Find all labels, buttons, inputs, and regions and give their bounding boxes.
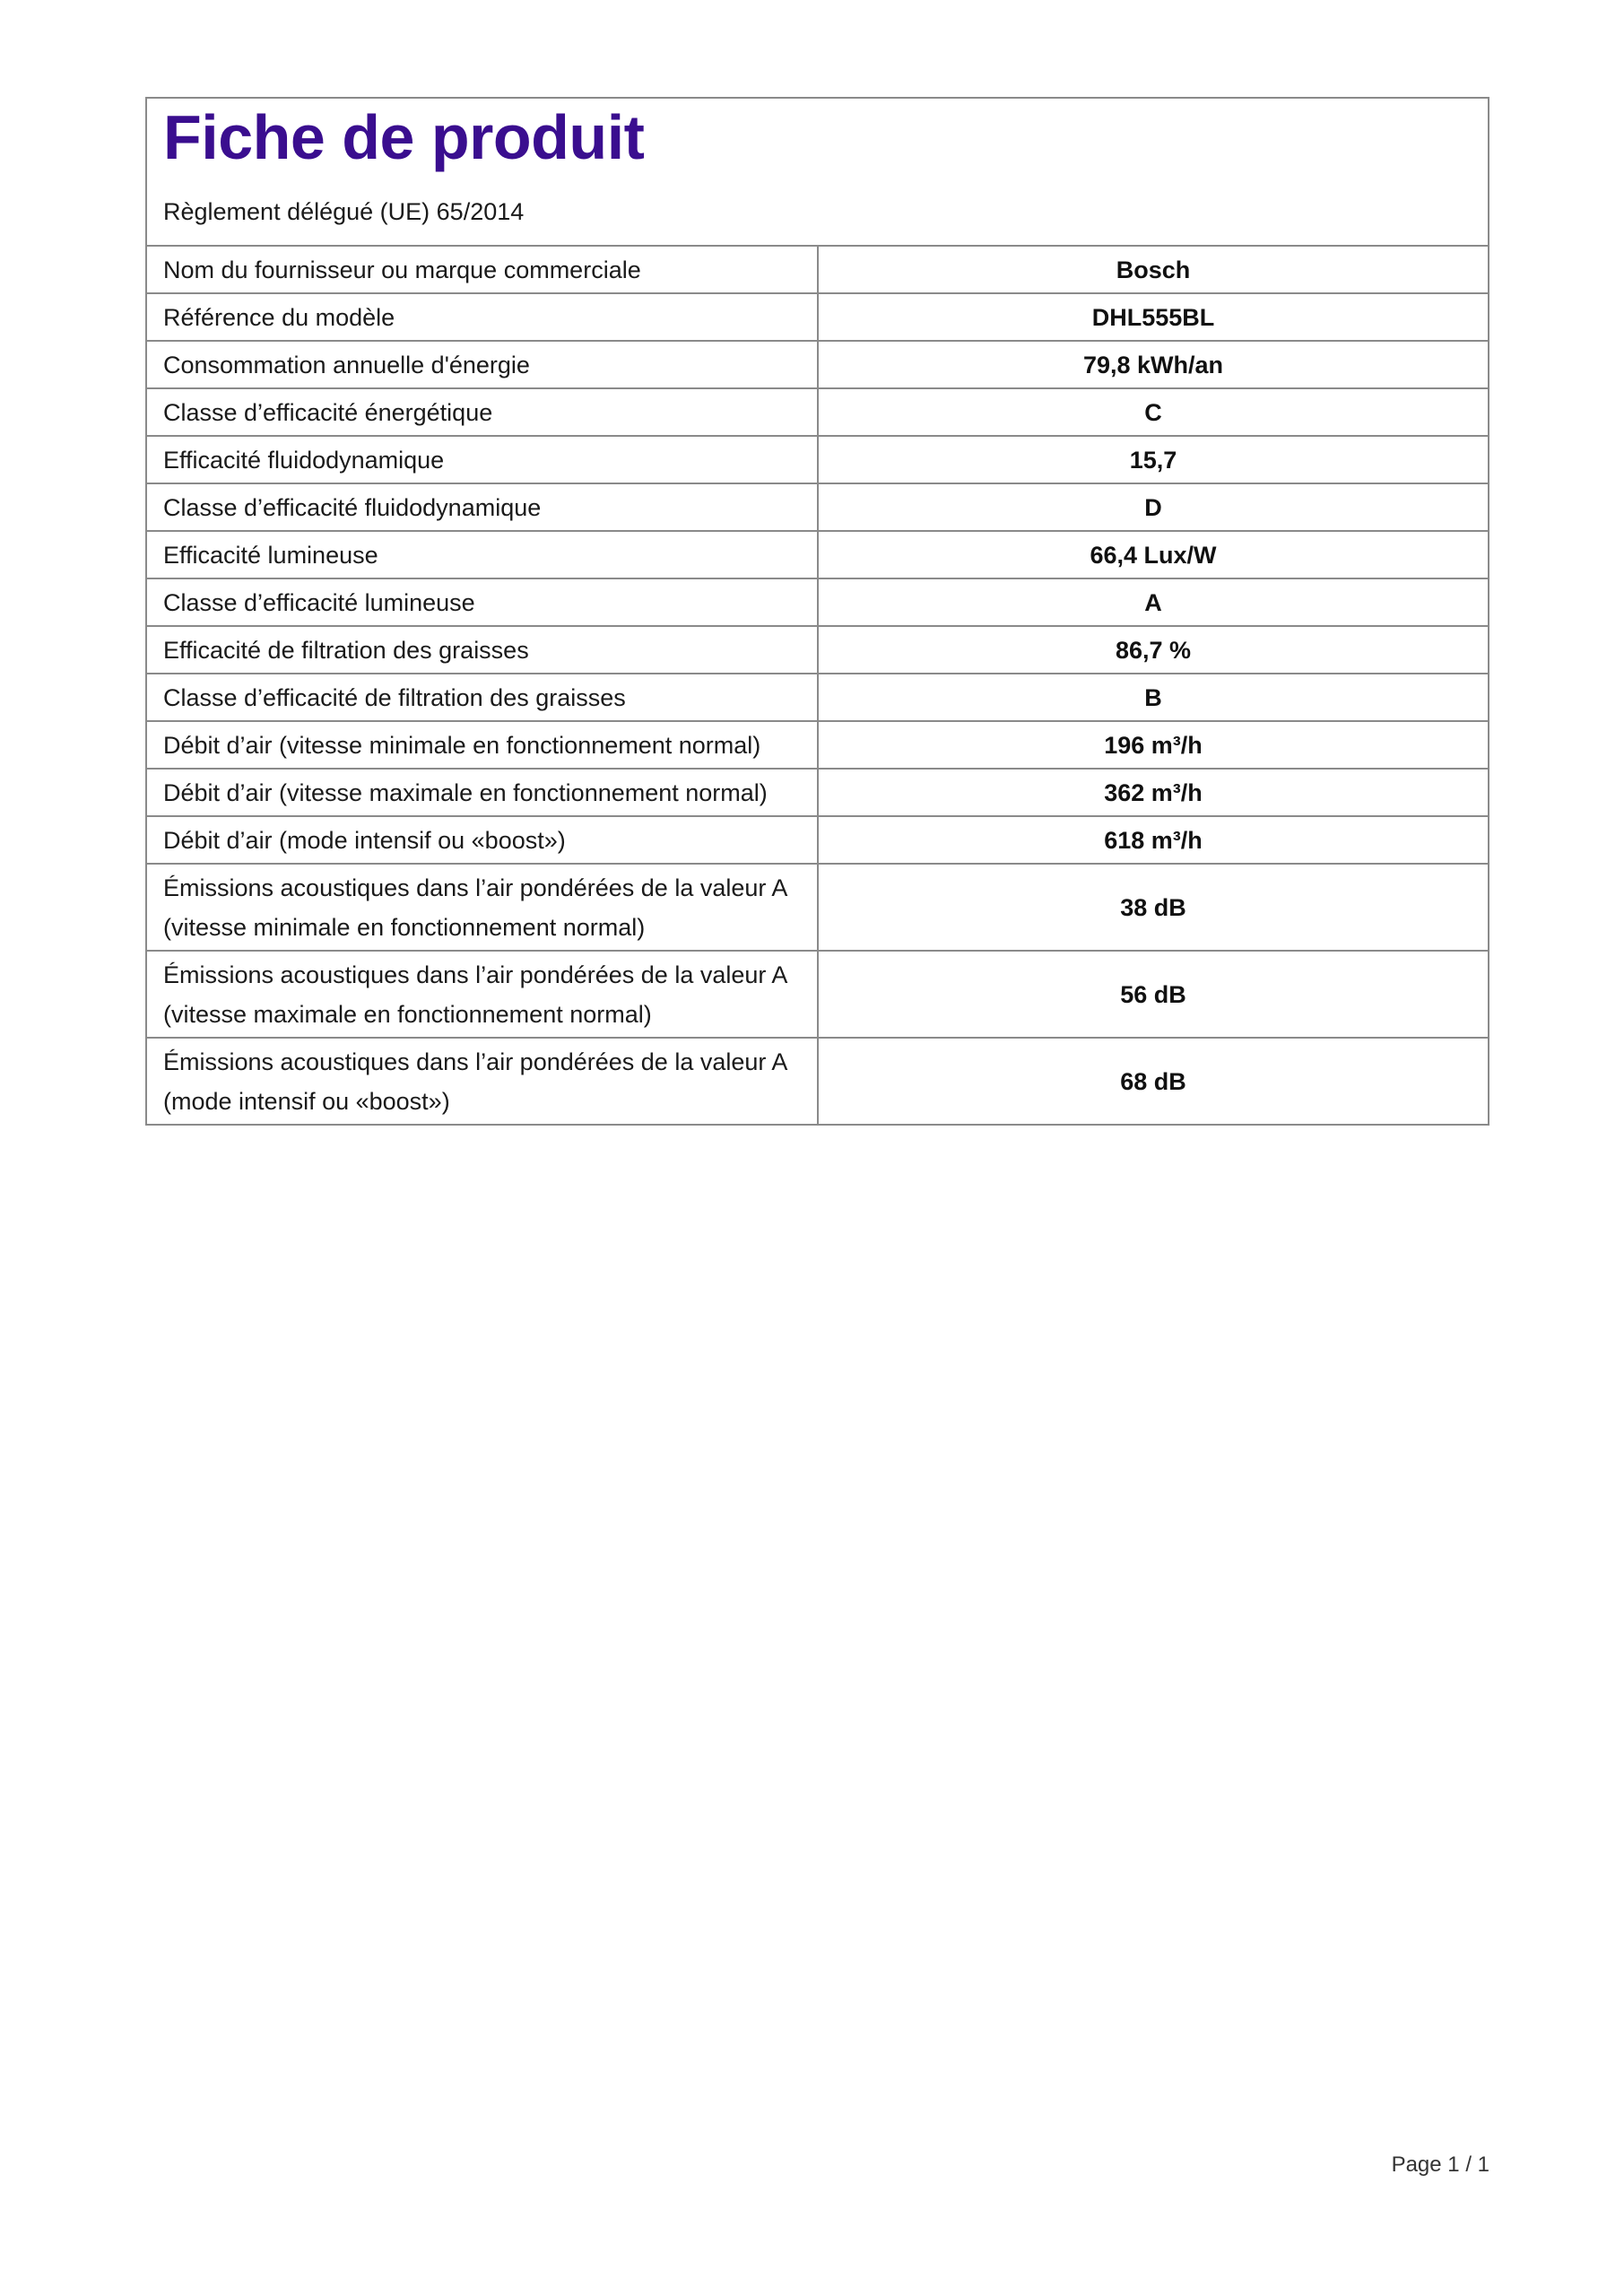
row-value: 86,7 % [818, 626, 1488, 674]
row-label [147, 864, 818, 951]
table-row [147, 626, 1488, 674]
table-row [147, 388, 1488, 436]
row-value: 15,7 [818, 436, 1488, 483]
row-label: Débit d’air (vitesse minimale en fonctionnement normal) [147, 721, 818, 769]
row-value: D [818, 483, 1488, 531]
row-label: Efficacité fluidodynamique [147, 436, 818, 483]
row-label-line: Émissions acoustiques dans l’air pondérées de la valeur A [163, 961, 788, 988]
table-row [147, 293, 1488, 341]
sheet-header [147, 99, 1488, 247]
row-label: Classe d’efficacité énergétique [147, 388, 818, 436]
table-row [147, 247, 1488, 293]
row-value: C [818, 388, 1488, 436]
row-label-line: (vitesse maximale en fonctionnement normal) [163, 1001, 652, 1028]
row-label: Classe d’efficacité de filtration des graisses [147, 674, 818, 721]
row-value: B [818, 674, 1488, 721]
row-label: Débit d’air (mode intensif ou «boost») [147, 816, 818, 864]
row-value: 38 dB [818, 864, 1488, 951]
row-value: 79,8 kWh/an [818, 341, 1488, 388]
row-value: A [818, 578, 1488, 626]
row-value: DHL555BL [818, 293, 1488, 341]
row-value: 68 dB [818, 1038, 1488, 1124]
table-row [147, 816, 1488, 864]
table-row [147, 769, 1488, 816]
row-value: 66,4 Lux/W [818, 531, 1488, 578]
table-row [147, 1038, 1488, 1124]
table-row [147, 578, 1488, 626]
row-label-line: Émissions acoustiques dans l’air pondérées de la valeur A [163, 874, 788, 901]
product-data-table [147, 247, 1488, 1124]
table-row [147, 436, 1488, 483]
page-title: Fiche de produit [163, 102, 645, 172]
page-indicator: Page 1 / 1 [1391, 2152, 1489, 2177]
table-row [147, 341, 1488, 388]
row-value: 196 m³/h [818, 721, 1488, 769]
row-label: Consommation annuelle d'énergie [147, 341, 818, 388]
row-label-line: (vitesse minimale en fonctionnement normal) [163, 914, 646, 941]
table-row [147, 864, 1488, 951]
row-label: Référence du modèle [147, 293, 818, 341]
row-value: 362 m³/h [818, 769, 1488, 816]
regulation-subtitle: Règlement délégué (UE) 65/2014 [163, 198, 525, 225]
table-row [147, 531, 1488, 578]
row-label: Débit d’air (vitesse maximale en fonctionnement normal) [147, 769, 818, 816]
row-label-line: Émissions acoustiques dans l’air pondérées de la valeur A [163, 1048, 788, 1075]
row-label: Classe d’efficacité fluidodynamique [147, 483, 818, 531]
row-label: Classe d’efficacité lumineuse [147, 578, 818, 626]
table-row [147, 721, 1488, 769]
table-row [147, 674, 1488, 721]
row-label: Efficacité lumineuse [147, 531, 818, 578]
table-row [147, 483, 1488, 531]
row-label-line: (mode intensif ou «boost») [163, 1088, 450, 1115]
row-value: 56 dB [818, 951, 1488, 1038]
row-value: Bosch [1116, 257, 1191, 283]
product-sheet [145, 97, 1489, 1126]
row-label [147, 1038, 818, 1124]
row-label: Nom du fournisseur ou marque commerciale [147, 247, 818, 293]
row-label [147, 951, 818, 1038]
row-label: Efficacité de filtration des graisses [147, 626, 818, 674]
row-value: 618 m³/h [818, 816, 1488, 864]
table-row [147, 951, 1488, 1038]
